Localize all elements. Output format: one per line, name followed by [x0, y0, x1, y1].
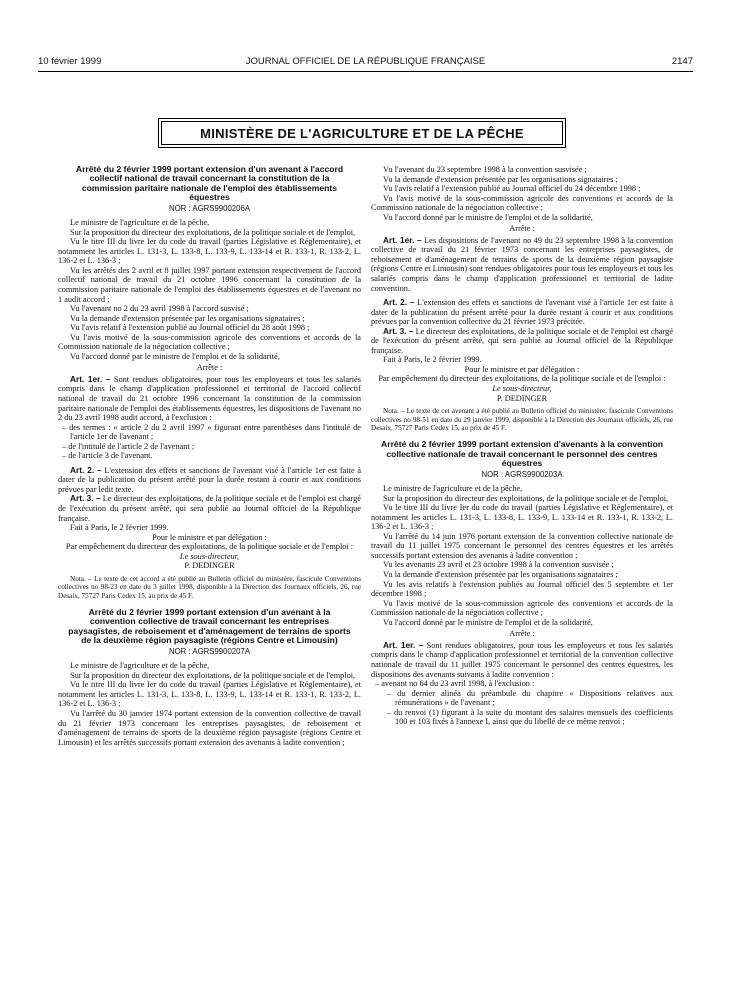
- paragraph: Vu l'accord donné par le ministre de l'emploi et de la solidarité,: [383, 617, 593, 627]
- exclusion-item: – de l'article 3 de l'avenant.: [62, 451, 153, 461]
- signature-line: Par empêchement du directeur des exploitations, de la politique sociale et de l'emploi :: [65, 542, 354, 552]
- paragraph: Vu l'arrêté du 30 janvier 1974 portant extension de la convention collective de travail du 21 février 1973 concernant les entreprises paysagistes, de reboisement et d'aménagement de terrains de sports de la deuxième région paysagiste (régions Centre et Limousin) et les arrêtés successifs portant extension des avenants à ladite convention ;: [58, 708, 361, 747]
- article-label: Art. 1er. –: [383, 234, 422, 245]
- signature-date: Fait à Paris, le 2 février 1999.: [70, 523, 169, 533]
- header-rule: [38, 71, 693, 72]
- signature-line: Pour le ministre et par délégation :: [464, 364, 580, 374]
- paragraph: Vu l'avis motivé de la sous-commission agricole des conventions et accords de la Commission nationale de la négociation collective ;: [371, 598, 673, 618]
- paragraph: Sur la proposition du directeur des exploitations, de la politique sociale et de l'emploi,: [70, 670, 356, 680]
- paragraph: Vu l'accord donné par le ministre de l'emploi et de la solidarité,: [383, 212, 593, 222]
- article-text: Le directeur des exploitations, de la politique sociale et de l'emploi est chargé de l'exécution du présent arrêté, qui sera publié au Journal officiel de la République française.: [58, 494, 361, 523]
- paragraph: Le ministre de l'agriculture et de la pêche,: [70, 661, 210, 671]
- paragraph: Vu l'arrêté du 14 juin 1976 portant extension de la convention collective nationale de travail du 11 juillet 1975 concernant le personnel des centres équestres et les arrêtés successifs portant extension des avenants à ladite convention ;: [371, 531, 673, 560]
- decree-1-title: Arrêté du 2 février 1999 portant extension d'un avenant à l'accord collectif national de travail concernant la constitution de la commission paritaire nationale de l'emploi des établissements équestres: [75, 164, 344, 203]
- arrete-heading: Arrête :: [196, 363, 223, 373]
- article-label: Art. 1er. –: [383, 639, 424, 650]
- paragraph: Vu le titre III du livre Ier du code du travail (parties Législative et Réglementaire), et notamment les articles L. 131-3, L. 133-8, L. 133-9, L. 133-14 et R. 133-1, R. 133-2, L. 136-2 et L. 136-3 ;: [58, 680, 361, 709]
- paragraph: Vu les avis relatifs à l'extension publiés au Journal officiel des 5 septembre et 1er décembre 1998 ;: [371, 579, 673, 599]
- paragraph: Vu la demande d'extension présentée par les organisations signataires ;: [383, 174, 618, 184]
- paragraph: Sur la proposition du directeur des exploitations, de la politique sociale et de l'emploi,: [383, 493, 669, 503]
- list-item: – du renvoi (1) figurant à la suite du montant des salaires mensuels des coefficients 100 et 103 fixés à l'annexe I, ainsi que du libellé de ce même renvoi ;: [387, 707, 673, 727]
- article-text: Sont rendues obligatoires, pour tous les employeurs et tous les salariés compris dans le champ d'application professionnel et territorial de la convention collective nationale de travail du 11 juillet 1975 concernant le personnel des centres équestres, les dispositions des avenants suivants à ladite convention :: [371, 640, 673, 679]
- article-2: [58, 466, 361, 495]
- paragraph: Le ministre de l'agriculture et de la pêche,: [70, 218, 210, 228]
- arrete-heading: Arrête :: [509, 629, 535, 639]
- header-journal: JOURNAL OFFICIEL DE LA RÉPUBLIQUE FRANÇAISE: [245, 56, 486, 67]
- paragraph: Vu le titre III du livre Ier du code du travail (parties Législative et Réglementaire), et notamment les articles L. 131-3, L. 133-8, L. 133-9, L. 133-14 et R. 133-1, R. 133-2, L. 136-2 et L. 136-3 ;: [58, 237, 361, 266]
- article-1: [371, 236, 673, 293]
- decree-3-nor: NOR : AGRS9900203A: [481, 469, 563, 479]
- signature-role: Le sous-directeur,: [179, 551, 240, 561]
- article-label: Art. 1er. –: [70, 373, 111, 384]
- article-3: [371, 327, 673, 356]
- decree-1-nor: NOR : AGRS9900206A: [168, 203, 251, 213]
- paragraph: Sur la proposition du directeur des exploitations, de la politique sociale et de l'emploi,: [70, 227, 356, 237]
- exclusion-item: – de l'intitulé de l'article 2 de l'avenant ;: [62, 441, 195, 451]
- list-item: – avenant no 64 du 23 avril 1998, à l'exclusion :: [375, 679, 535, 689]
- signatory-name: P. DEDINGER: [496, 393, 548, 403]
- article-label: Art. 2. –: [383, 297, 415, 308]
- paragraph: Vu l'accord donné par le ministre de l'emploi et de la solidarité,: [70, 351, 280, 361]
- ministry-box: [158, 118, 566, 148]
- page-header: [38, 56, 693, 70]
- decree-2-nor: NOR : AGRS9900207A: [168, 646, 251, 656]
- right-column: [371, 165, 673, 727]
- article-1: [371, 641, 673, 679]
- article-text: L'extension des effets et sanctions de l'avenant visé à l'article 1er est faite à dater de la publication du présent arrêté pour la durée restant à courir et aux conditions prévues par la convention collective du 21 février 1973 précitée.: [371, 298, 674, 327]
- signature-line: Pour le ministre et par délégation :: [152, 532, 267, 542]
- nota-note: Nota. – Le texte de cet avenant a été publié au Bulletin officiel du ministère, fascicule Conventions collectives no 98-51 en date du 29 janvier 1999, disponible à la Direction des Journaux officiels, 26, rue Desaix, 75727 Paris Cedex 15, au prix de 45 F.: [371, 407, 673, 432]
- exclusion-item: – des termes : « article 2 du 2 avril 1997 » figurant entre parenthèses dans l'intitulé de l'article 1er de l'avenant ;: [62, 422, 361, 442]
- left-column: [58, 165, 361, 747]
- article-text: Sont rendues obligatoires, pour tous les employeurs et tous les salariés compris dans le champ d'application professionnel et territorial de l'accord collectif national de travail du 21 octobre 1996 concernant la constitution de la commission paritaire nationale de l'emploi des établissements équestres, les dispositions de l'avenant no 2 du 23 avril 1998 audit accord, à l'exclusion :: [58, 374, 361, 423]
- ministry-title: MINISTÈRE DE L'AGRICULTURE ET DE LA PÊCHE: [161, 121, 563, 145]
- article-label: Art. 3. –: [70, 493, 101, 504]
- header-date: 10 février 1999: [38, 56, 102, 67]
- signature-date: Fait à Paris, le 2 février 1999.: [383, 355, 482, 365]
- list-item: – du dernier alinéa du préambule du chapitre « Dispositions relatives aux rémunérations » de l'avenant ;: [387, 688, 673, 708]
- paragraph: Vu l'avenant no 2 du 23 avril 1998 à l'accord susvisé ;: [70, 304, 249, 314]
- paragraph: Vu l'avenant du 23 septembre 1998 à la convention susvisée ;: [383, 165, 587, 174]
- paragraph: Vu l'avis motivé de la sous-commission agricole des conventions et accords de la Commission nationale de la négociation collective ;: [58, 332, 361, 352]
- article-label: Art. 3. –: [383, 325, 414, 336]
- paragraph: Vu les avenants 23 avril et 23 octobre 1998 à la convention susvisée ;: [383, 560, 614, 570]
- decree-3-title: Arrêté du 2 février 1999 portant extension d'avenants à la convention collective nationale de travail concernant le personnel des centres équestres: [381, 439, 663, 469]
- signature-line: Par empêchement du directeur des exploitations, de la politique sociale et de l'emploi :: [378, 374, 666, 384]
- paragraph: Vu l'avis relatif à l'extension publié au Journal officiel du 28 août 1998 ;: [70, 323, 310, 333]
- paragraph: Vu les arrêtés des 2 avril et 8 juillet 1997 portant extension respectivement de l'accord collectif national de travail du 21 octobre 1996 concernant la constitution de la commission paritaire nationale de l'emploi des établissements équestres et de l'avenant no 1 audit accord ;: [58, 265, 361, 304]
- nota-note: Nota. – Le texte de cet accord a été publié au Bulletin officiel du ministère, fascicule Conventions collectives no 98-23 en date du 3 juillet 1998, disponible à la Direction des Journaux officiels, 26, rue Desaix, 75727 Paris Cedex 15, au prix de 45 F.: [58, 574, 361, 600]
- article-text: Les dispositions de l'avenant no 49 du 23 septembre 1998 à la convention collective de travail du 21 février 1973 concernant les entreprises paysagistes, de reboisement et d'aménagement de terrains de sports de la deuxième région paysagiste (régions Centre et Limousin) sont rendues obligatoires pour tous les employeurs et tous les salariés compris dans le champ d'application professionnel et territorial de ladite convention.: [371, 235, 673, 293]
- paragraph: Vu l'avis relatif à l'extension publié au Journal officiel du 24 décembre 1998 ;: [383, 184, 641, 194]
- header-page-number: 2147: [671, 56, 693, 67]
- paragraph: Vu le titre III du livre Ier du code du travail (parties Législative et Réglementaire), et notamment les articles L. 131-3, L. 133-8, L. 133-9, L. 133-14 et R. 133-1, R. 133-2, L. 136-2 et L. 136-3 ;: [371, 503, 673, 532]
- paragraph: Vu l'avis motivé de la sous-commission agricole des conventions et accords de la Commission nationale de la négociation collective ;: [371, 193, 673, 213]
- signatory-name: P. DEDINGER: [184, 561, 235, 571]
- article-text: Le directeur des exploitations, de la politique sociale et de l'emploi est chargé de l'exécution du présent arrêté, qui sera publié au Journal officiel de la République française.: [371, 326, 674, 355]
- article-2: [371, 298, 673, 327]
- arrete-heading: Arrête :: [509, 224, 535, 234]
- article-1: [58, 375, 361, 423]
- article-label: Art. 2. –: [70, 464, 102, 475]
- decree-2-title: Arrêté du 2 février 1999 portant extension d'un avenant à la convention collective de travail concernant les entreprises paysagistes, de reboisement et d'aménagement de terrains de sports de la deuxième région paysagiste (régions Centre et Limousin): [68, 607, 351, 646]
- article-3: [58, 494, 361, 523]
- article-text: L'extension des effets et sanctions de l'avenant visé à l'article 1er est faite à dater de la publication du présent arrêté pour la durée restant à courir et aux conditions prévues par ledit texte.: [58, 465, 362, 494]
- paragraph: Vu la demande d'extension présentée par les organisations signataires ;: [70, 313, 305, 323]
- paragraph: Vu la demande d'extension présentée par les organisations signataires ;: [383, 570, 618, 580]
- paragraph: Le ministre de l'agriculture et de la pêche,: [383, 484, 523, 494]
- signature-role: Le sous-directeur,: [492, 384, 552, 394]
